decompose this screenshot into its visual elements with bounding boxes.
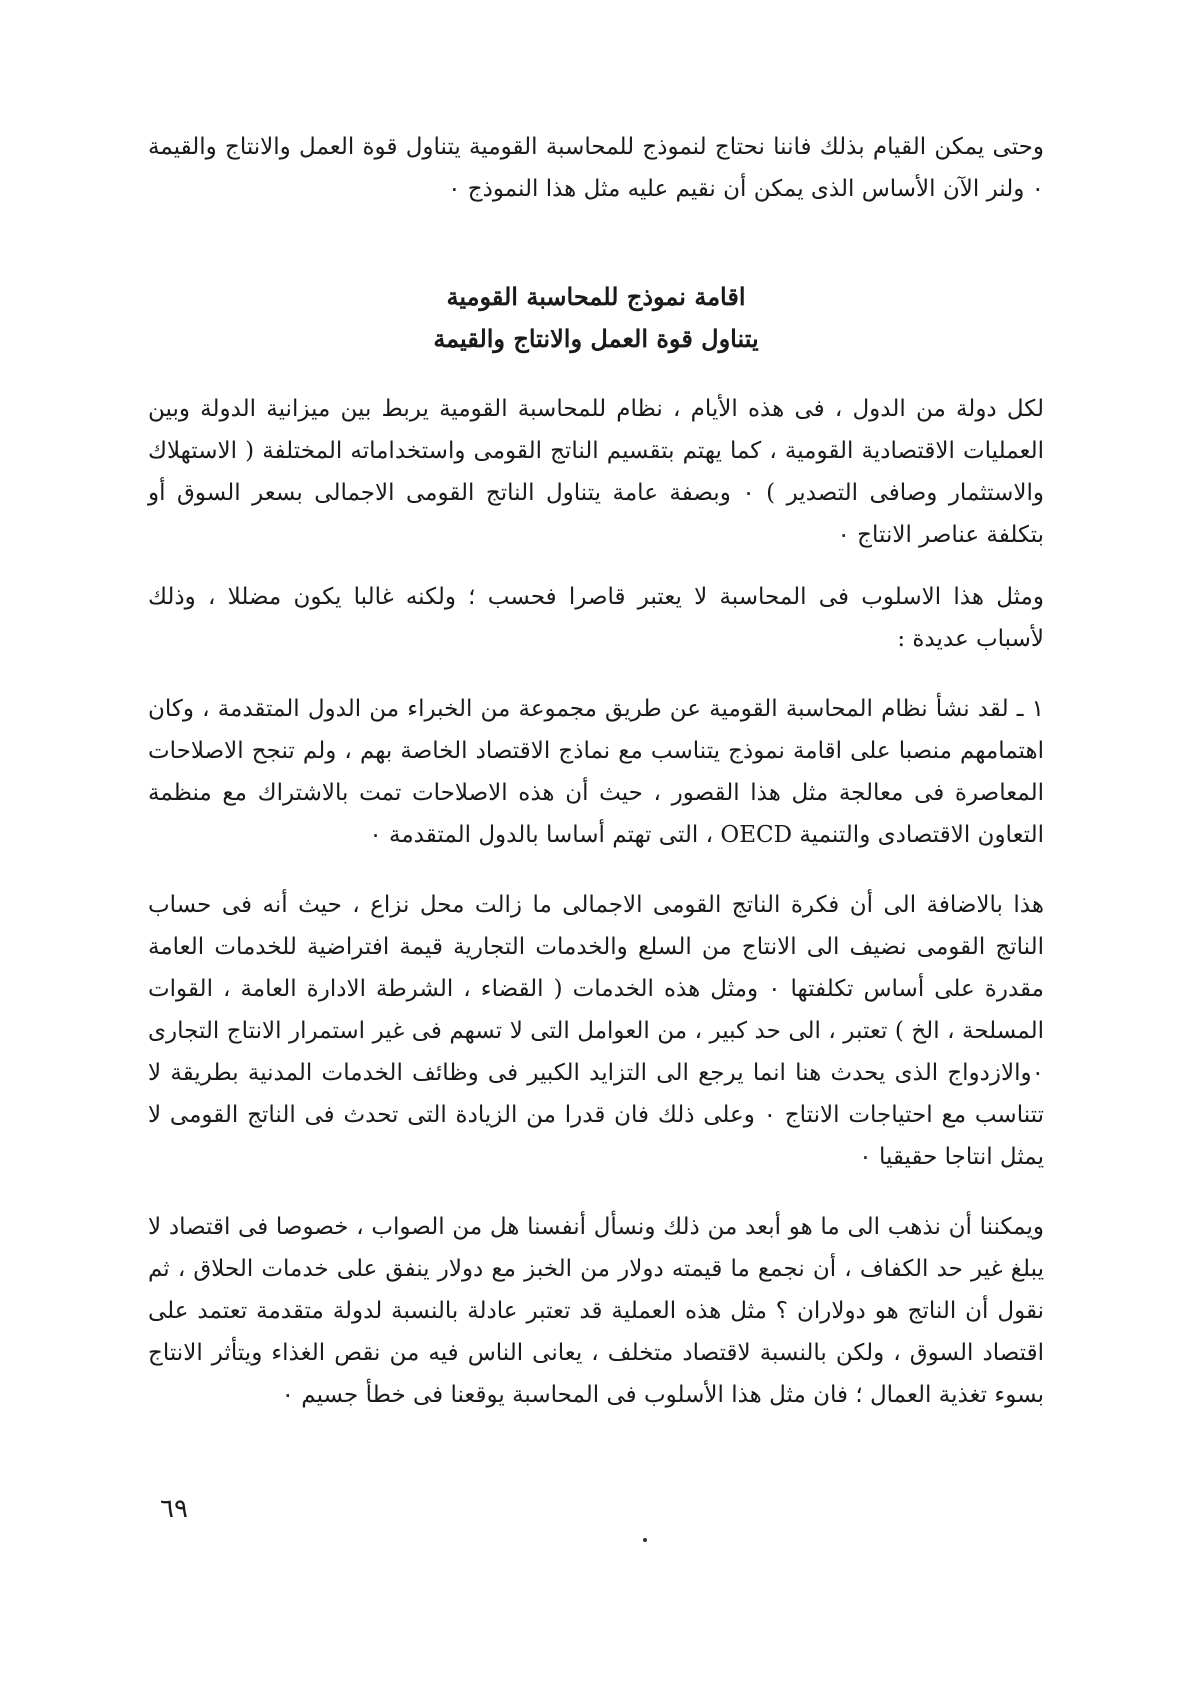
body-paragraph-4: هذا بالاضافة الى أن فكرة الناتج القومى الاجمالى ما زالت محل نزاع ، حيث أنه فى حساب الناتج القومى نضيف الى الانتاج من السلع والخدمات التجارية قيمة افتراضية للخدمات العامة مقدرة على أساس تكلفتها ٠ ومثل هذه الخدمات ( القضاء ، الشرطة الادارة العامة ، القوات المسلحة ، الخ ) تعتبر ، الى حد كبير ، من العوامل التى لا تسهم فى غير استمرار الانتاج التجارى ٠والازدواج الذى يحدث هنا انما يرجع الى التزايد الكبير فى وظائف الخدمات المدنية بطريقة لا تتناسب مع احتياجات الانتاج ٠ وعلى ذلك فان قدرا من الزيادة التى تحدث فى الناتج القومى لا يمثل انتاجا حقيقيا ٠ (148, 892, 1044, 1170)
section-heading (148, 276, 1044, 360)
section-heading-line-1: اقامة نموذج للمحاسبة القومية (446, 282, 746, 311)
body-paragraph-3: ١ ـ لقد نشأ نظام المحاسبة القومية عن طريق مجموعة من الخبراء من الدول المتقدمة ، وكان اهتمامهم منصبا على اقامة نموذج يتناسب مع نماذج الاقتصاد الخاصة بهم ، ولم تنجح الاصلاحات المعاصرة فى معالجة مثل هذا القصور ، حيث أن هذه الاصلاحات تمت بالاشتراك مع منظمة التعاون الاقتصادى والتنمية OECD ، التى تهتم أساسا بالدول المتقدمة ٠ (148, 696, 1044, 848)
text-column (148, 126, 1044, 1416)
body-paragraph-1: لكل دولة من الدول ، فى هذه الأيام ، نظام للمحاسبة القومية يربط بين ميزانية الدولة وبين العمليات الاقتصادية القومية ، كما يهتم بتقسيم الناتج القومى واستخداماته المختلفة ( الاستهلاك والاستثمار وصافى التصدير ) ٠ وبصفة عامة يتناول الناتج القومى الاجمالى بسعر السوق أو بتكلفة عناصر الانتاج ٠ (148, 396, 1045, 548)
page-number: ٦٩ (160, 1494, 188, 1524)
intro-paragraph: وحتى يمكن القيام بذلك فاننا نحتاج لنموذج للمحاسبة القومية يتناول قوة العمل والانتاج والقيمة ٠ ولنر الآن الأساس الذى يمكن أن نقيم عليه مثل هذا النموذج ٠ (148, 134, 1044, 202)
scan-speck (643, 1538, 647, 1542)
body-paragraph-2: ومثل هذا الاسلوب فى المحاسبة لا يعتبر قاصرا فحسب ؛ ولكنه غالبا يكون مضللا ، وذلك لأسباب عديدة : (148, 584, 1044, 652)
section-heading-line-2: يتناول قوة العمل والانتاج والقيمة (433, 324, 759, 353)
body-paragraph-5: ويمكننا أن نذهب الى ما هو أبعد من ذلك ونسأل أنفسنا هل من الصواب ، خصوصا فى اقتصاد لا يبلغ غير حد الكفاف ، أن نجمع ما قيمته دولار من الخبز مع دولار ينفق على خدمات الحلاق ، ثم نقول أن الناتج هو دولاران ؟ مثل هذه العملية قد تعتبر عادلة بالنسبة لدولة متقدمة تعتمد على اقتصاد السوق ، ولكن بالنسبة لاقتصاد متخلف ، يعانى الناس فيه من نقص الغذاء ويتأثر الانتاج بسوء تغذية العمال ؛ فان مثل هذا الأسلوب فى المحاسبة يوقعنا فى خطأ جسيم ٠ (148, 1214, 1044, 1408)
